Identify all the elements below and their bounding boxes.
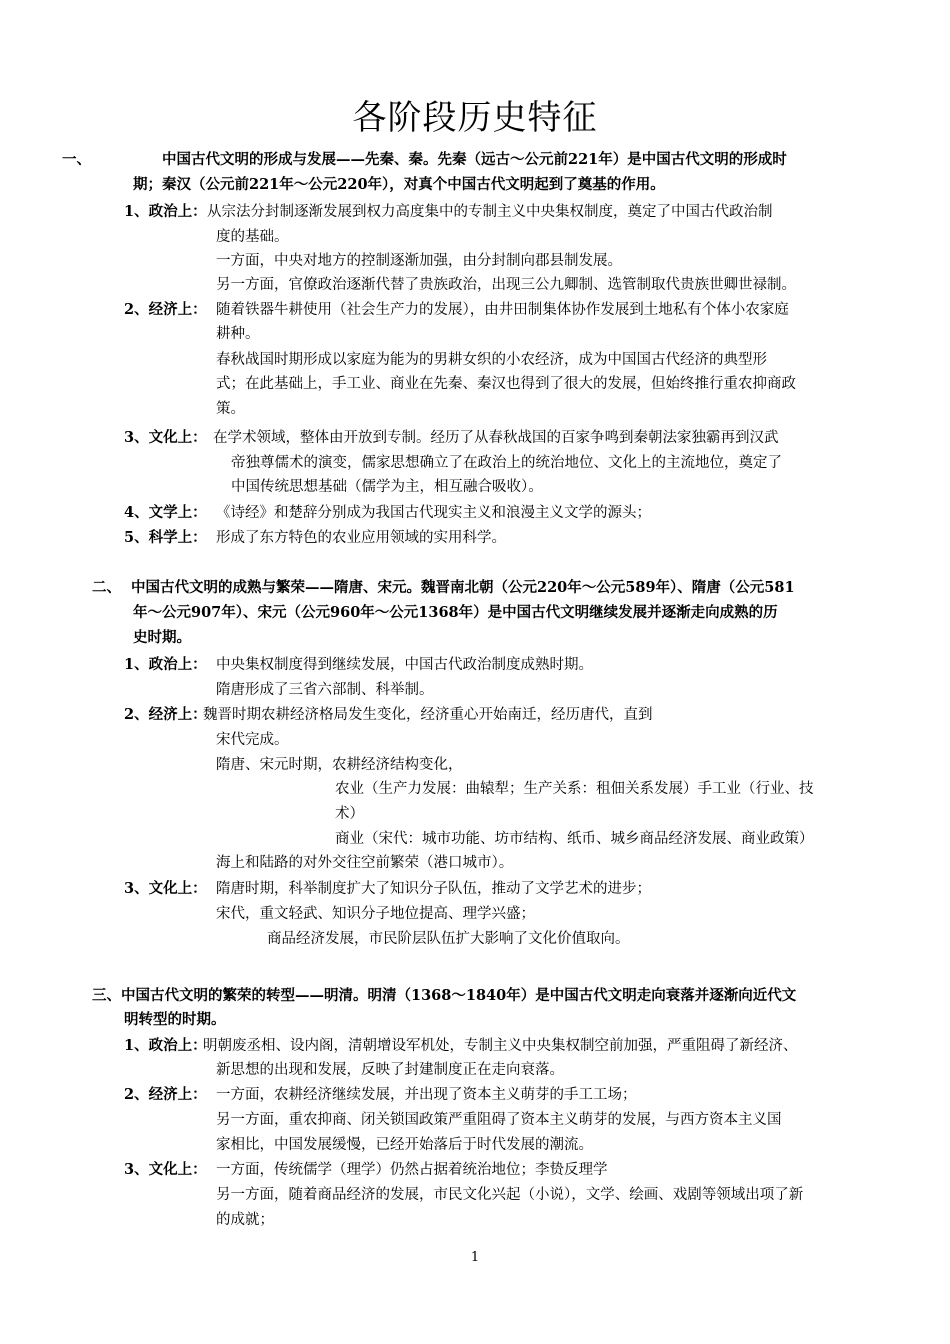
- section-3-heading-line-2: 明转型的时期。: [124, 1011, 226, 1028]
- section-2-culture-label: 3、文化上：: [124, 880, 207, 897]
- section-1-politics-text: 一方面，中央对地方的控制逐渐加强，由分封制向郡县制发展。: [216, 253, 622, 269]
- section-2-culture-text: 宋代，重文轻武、知识分子地位提高、理学兴盛；: [216, 906, 535, 922]
- section-2-economy-text: 宋代完成。: [216, 732, 289, 748]
- section-1-politics-text: 另一方面，官僚政治逐渐代替了贵族政治，出现三公九卿制、选管制取代贵族世卿世禄制。: [216, 277, 796, 293]
- section-2-heading-line-1: 中国古代文明的成熟与繁荣——隋唐、宋元。魏晋南北朝（公元220年～公元589年）、隋唐（公元581: [131, 579, 795, 596]
- section-1-culture-text: 帝独尊儒术的演变，儒家思想确立了在政治上的统治地位、文化上的主流地位，奠定了: [231, 455, 782, 471]
- section-1-culture-text: 在学术领域，整体由开放到专制。经历了从春秋战国的百家争鸣到秦朝法家独霸再到汉武: [213, 430, 779, 446]
- section-2-economy-text: 术）: [335, 806, 364, 822]
- section-3-heading-line-1: 三、中国古代文明的繁荣的转型——明清。明清（1368～1840年）是中国古代文明走向衰落并逐渐向近代文: [92, 987, 797, 1004]
- section-1-heading-line-2: 期；秦汉（公元前221年～公元220年），对真个中国古代文明起到了奠基的作用。: [133, 176, 665, 193]
- section-1-economy-text: 耕种。: [216, 326, 260, 342]
- section-2-politics-text: 中央集权制度得到继续发展，中国古代政治制度成熟时期。: [216, 657, 593, 673]
- section-1-heading-line-1: 中国古代文明的形成与发展——先秦、秦。先秦（远古～公元前221年）是中国古代文明的形成时: [162, 151, 787, 168]
- section-2-culture-text: 隋唐时期，科举制度扩大了知识分子队伍，推动了文学艺术的进步；: [216, 881, 651, 897]
- section-2-economy-text: 商业（宋代：城市功能、坊市结构、纸币、城乡商品经济发展、商业政策）: [335, 831, 814, 847]
- section-2-economy-text: 魏晋时期农耕经济格局发生变化，经济重心开始南迁，经历唐代，直到: [203, 707, 653, 723]
- page-number: 1: [470, 1250, 480, 1265]
- section-2-economy-text: 农业（生产力发展：曲辕犁；生产关系：租佃关系发展）手工业（行业、技: [335, 781, 814, 797]
- section-2-heading-line-2: 年～公元907年）、宋元（公元960年～公元1368年）是中国古代文明继续发展并逐渐走向成熟的历: [133, 604, 778, 621]
- section-1-economy-label: 2、经济上：: [124, 301, 207, 318]
- section-2-politics-text: 隋唐形成了三省六部制、科举制。: [216, 682, 434, 698]
- section-2-number: 二、: [92, 579, 121, 596]
- section-1-economy-text: 春秋战国时期形成以家庭为能为的男耕女织的小农经济，成为中国国古代经济的典型形: [216, 352, 767, 368]
- page-title: 各阶段历史特征: [352, 98, 598, 138]
- section-1-economy-text: 策。: [216, 401, 245, 417]
- section-2-culture-text: 商品经济发展，市民阶层队伍扩大影响了文化价值取向。: [267, 931, 630, 947]
- section-1-number: 一、: [62, 151, 91, 168]
- section-1-economy-text: 随着铁器牛耕使用（社会生产力的发展），由井田制集体协作发展到土地私有个体小农家庭: [216, 302, 789, 318]
- section-3-economy-text: 一方面，农耕经济继续发展，并出现了资本主义萌芽的手工工场；: [216, 1087, 637, 1103]
- section-3-politics-label: 1、政治上：: [124, 1037, 207, 1054]
- section-3-economy-text: 另一方面，重农抑商、闭关锁国政策严重阻碍了资本主义萌芽的发展，与西方资本主义国: [216, 1112, 782, 1128]
- section-1-politics-text: 度的基础。: [216, 229, 289, 245]
- section-1-politics-text: 从宗法分封制逐渐发展到权力高度集中的专制主义中央集权制度，奠定了中国古代政治制: [207, 204, 773, 220]
- section-1-culture-label: 3、文化上：: [124, 429, 207, 446]
- section-1-economy-text: 式；在此基础上，手工业、商业在先秦、秦汉也得到了很大的发展，但始终推行重农抑商政: [216, 376, 796, 392]
- section-2-economy-label: 2、经济上：: [124, 706, 207, 723]
- section-3-culture-label: 3、文化上：: [124, 1161, 207, 1178]
- section-1-literature-label: 4、文学上：: [124, 504, 207, 521]
- section-1-literature-text: 《诗经》和楚辞分别成为我国古代现实主义和浪漫主义文学的源头；: [216, 505, 651, 521]
- section-3-culture-text: 另一方面，随着商品经济的发展，市民文化兴起（小说），文学、绘画、戏剧等领域出项了新: [216, 1187, 804, 1203]
- section-3-culture-text: 的成就；: [216, 1212, 274, 1228]
- section-2-economy-text: 海上和陆路的对外交往空前繁荣（港口城市）。: [216, 855, 514, 871]
- section-3-culture-text: 一方面，传统儒学（理学）仍然占据着统治地位；李贽反理学: [216, 1162, 608, 1178]
- section-1-politics-label: 1、政治上：: [124, 203, 207, 220]
- section-3-economy-text: 家相比，中国发展缓慢，已经开始落后于时代发展的潮流。: [216, 1137, 593, 1153]
- section-2-heading-line-3: 史时期。: [133, 629, 191, 646]
- section-1-science-text: 形成了东方特色的农业应用领域的实用科学。: [216, 530, 506, 546]
- section-3-politics-text: 明朝废丞相、设内阁，清朝增设军机处，专制主义中央集权制空前加强，严重阻碍了新经济、: [203, 1038, 798, 1054]
- section-2-economy-text: 隋唐、宋元时期，农耕经济结构变化，: [216, 757, 463, 773]
- section-3-economy-label: 2、经济上：: [124, 1086, 207, 1103]
- section-2-politics-label: 1、政治上：: [124, 656, 207, 673]
- section-3-politics-text: 新思想的出现和发展，反映了封建制度正在走向衰落。: [216, 1062, 564, 1078]
- section-1-science-label: 5、科学上：: [124, 529, 207, 546]
- section-1-culture-text: 中国传统思想基础（儒学为主，相互融合吸收）。: [231, 479, 543, 495]
